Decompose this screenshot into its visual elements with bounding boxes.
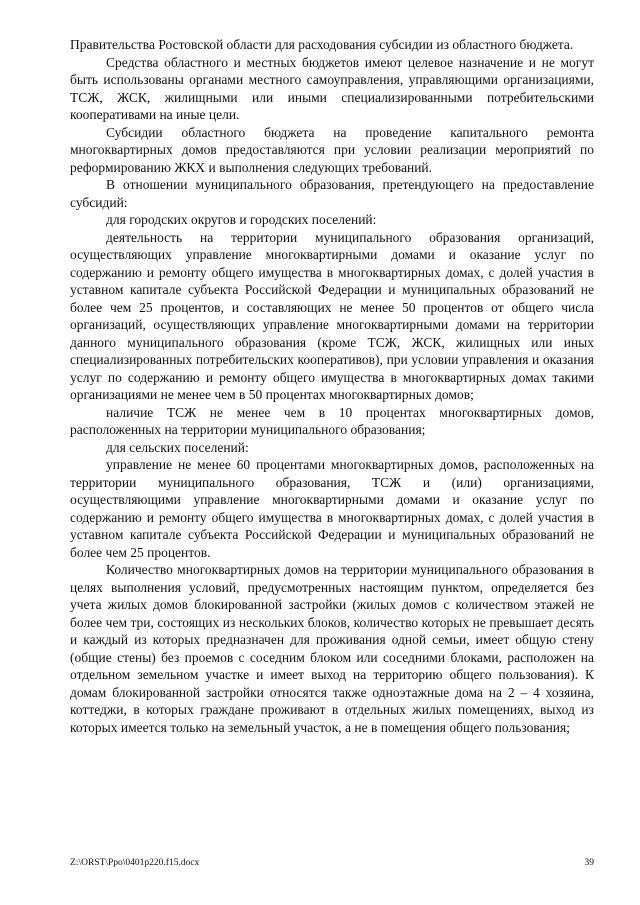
paragraph-house-count: Количество многоквартирных домов на территории муниципального образования в целях выполнения условий, предусмотренных настоящим пунктом, определяется без учета жилых домов блокированной застройки (жилых домов с количеством этажей не более чем три, состоящих из нескольких блоков, количество которых не превышает десять и каждый из которых предназначен для проживания одной семьи, имеет общую стену (общие стены) без проемов с соседним блоком или соседними блоками, расположен на отдельном земельном участке и имеет выход на территорию общего пользования). К домам блокированной застройки относятся также одноэтажные дома на 2 – 4 хозяина, коттеджи, в которых граждане проживают в отдельных жилых помещениях, выход из которых имеется только на земельный участок, а не в помещения общего пользования; (70, 562, 594, 735)
document-body (70, 36, 594, 736)
paragraph-continuation: Правительства Ростовской области для расходования субсидии из областного бюджета. (70, 37, 574, 52)
page-number: 39 (584, 858, 594, 868)
paragraph-municipal-requirements: В отношении муниципального образования, претендующего на предоставление субсидий: (70, 177, 594, 210)
paragraph-rural-management: управление не менее 60 процентами многоквартирных домов, расположенных на территории муниципального образования, ТСЖ и (или) организациями, осуществляющими управление многоквартирными домами и оказание услуг по содержанию и ремонту общего имущества в многоквартирных домах, с долей участия в уставном капитале субъекта Российской Федерации и муниципальных образований не более чем 25 процентов. (70, 457, 594, 560)
footer-file-path: Z:\ORST\Ppo\0401p220.f15.docx (70, 858, 200, 868)
paragraph-urban-management: деятельность на территории муниципального образования организаций, осуществляющих управление многоквартирными домами и оказание услуг по содержанию и ремонту общего имущества в многоквартирных домах, с долей участия в уставном капитале субъекта Российской Федерации и муниципальных образований не более чем 25 процентов, и составляющих не менее 50 процентов от общего числа организаций, осуществляющих управление многоквартирными домами на территории данного муниципального образования (кроме ТСЖ, ЖСК, жилищных или иных специализированных потребительских кооперативов), при условии управления и оказания услуг по содержанию и ремонту общего имущества в многоквартирных домах такими организациями не менее чем в 50 процентах многоквартирных домов; (70, 229, 594, 402)
page-footer (70, 857, 594, 869)
paragraph-urban-heading: для городских округов и городских поселений: (106, 212, 377, 227)
paragraph-hoa-presence: наличие ТСЖ не менее чем в 10 процентах многоквартирных домов, расположенных на территории муниципального образования; (70, 404, 594, 437)
paragraph-subsidy-conditions: Субсидии областного бюджета на проведение капитального ремонта многоквартирных домов предоставляются при условии реализации мероприятий по реформированию ЖКХ и выполнения следующих требований. (70, 124, 594, 175)
paragraph-budget-purpose: Средства областного и местных бюджетов имеют целевое назначение и не могут быть использованы органами местного самоуправления, управляющими организациями, ТСЖ, ЖСК, жилищными или иными специализированными потребительскими кооперативами на иные цели. (70, 54, 594, 122)
paragraph-rural-heading: для сельских поселений: (106, 439, 249, 455)
